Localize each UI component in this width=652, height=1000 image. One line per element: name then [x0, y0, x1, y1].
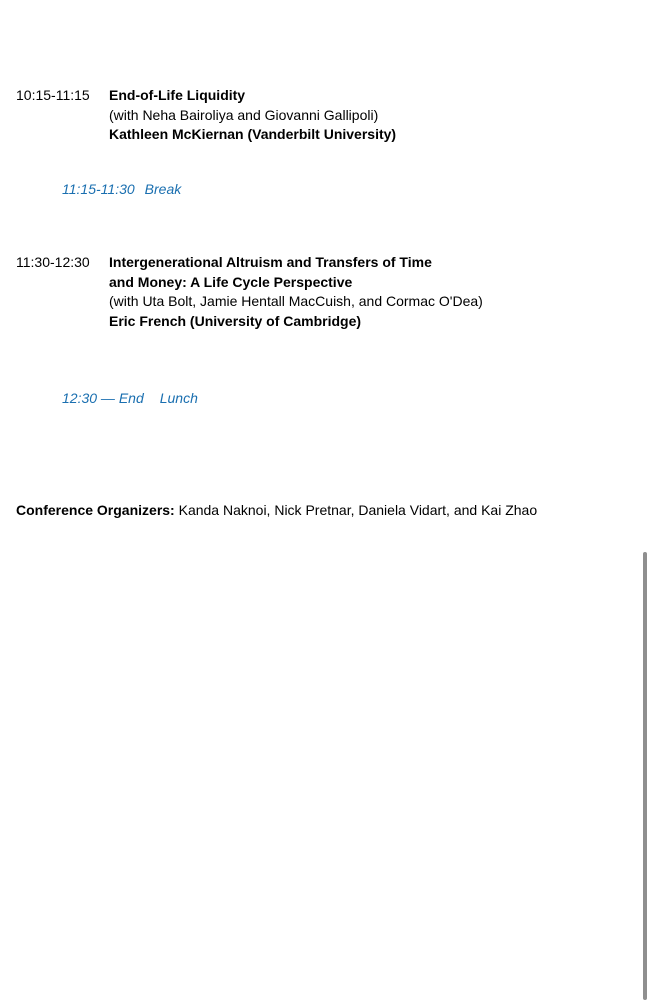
lunch-label: Lunch — [159, 390, 198, 406]
session-coauthors: (with Neha Bairoliya and Giovanni Gallipoli) — [109, 106, 379, 123]
lunch-time: 12:30 — End — [62, 390, 144, 406]
organizers-names: Kanda Naknoi, Nick Pretnar, Daniela Vidart, and Kai Zhao — [178, 502, 538, 518]
session-time: 11:30-12:30 — [16, 254, 90, 270]
conference-organizers — [16, 501, 537, 521]
session-time: 10:15-11:15 — [16, 87, 90, 103]
session-coauthors: (with Uta Bolt, Jamie Hentall MacCuish, and Cormac O'Dea) — [109, 293, 483, 309]
session-presenter: Kathleen McKiernan (Vanderbilt University) — [109, 126, 397, 142]
session-presenter: Eric French (University of Cambridge) — [109, 312, 362, 329]
break-slot — [62, 180, 181, 200]
session-title-line-2: and Money: A Life Cycle Perspective — [109, 273, 353, 290]
vertical-scrollbar[interactable] — [643, 552, 647, 1000]
session-title-line-1: Intergenerational Altruism and Transfers of Time — [109, 254, 432, 270]
session-details — [109, 253, 609, 331]
break-label: Break — [144, 181, 182, 197]
break-time: 11:15-11:30 — [62, 181, 135, 197]
lunch-slot — [62, 389, 198, 409]
session-details — [109, 86, 609, 145]
session-title: End-of-Life Liquidity — [109, 87, 246, 103]
organizers-label: Conference Organizers: — [16, 502, 175, 518]
